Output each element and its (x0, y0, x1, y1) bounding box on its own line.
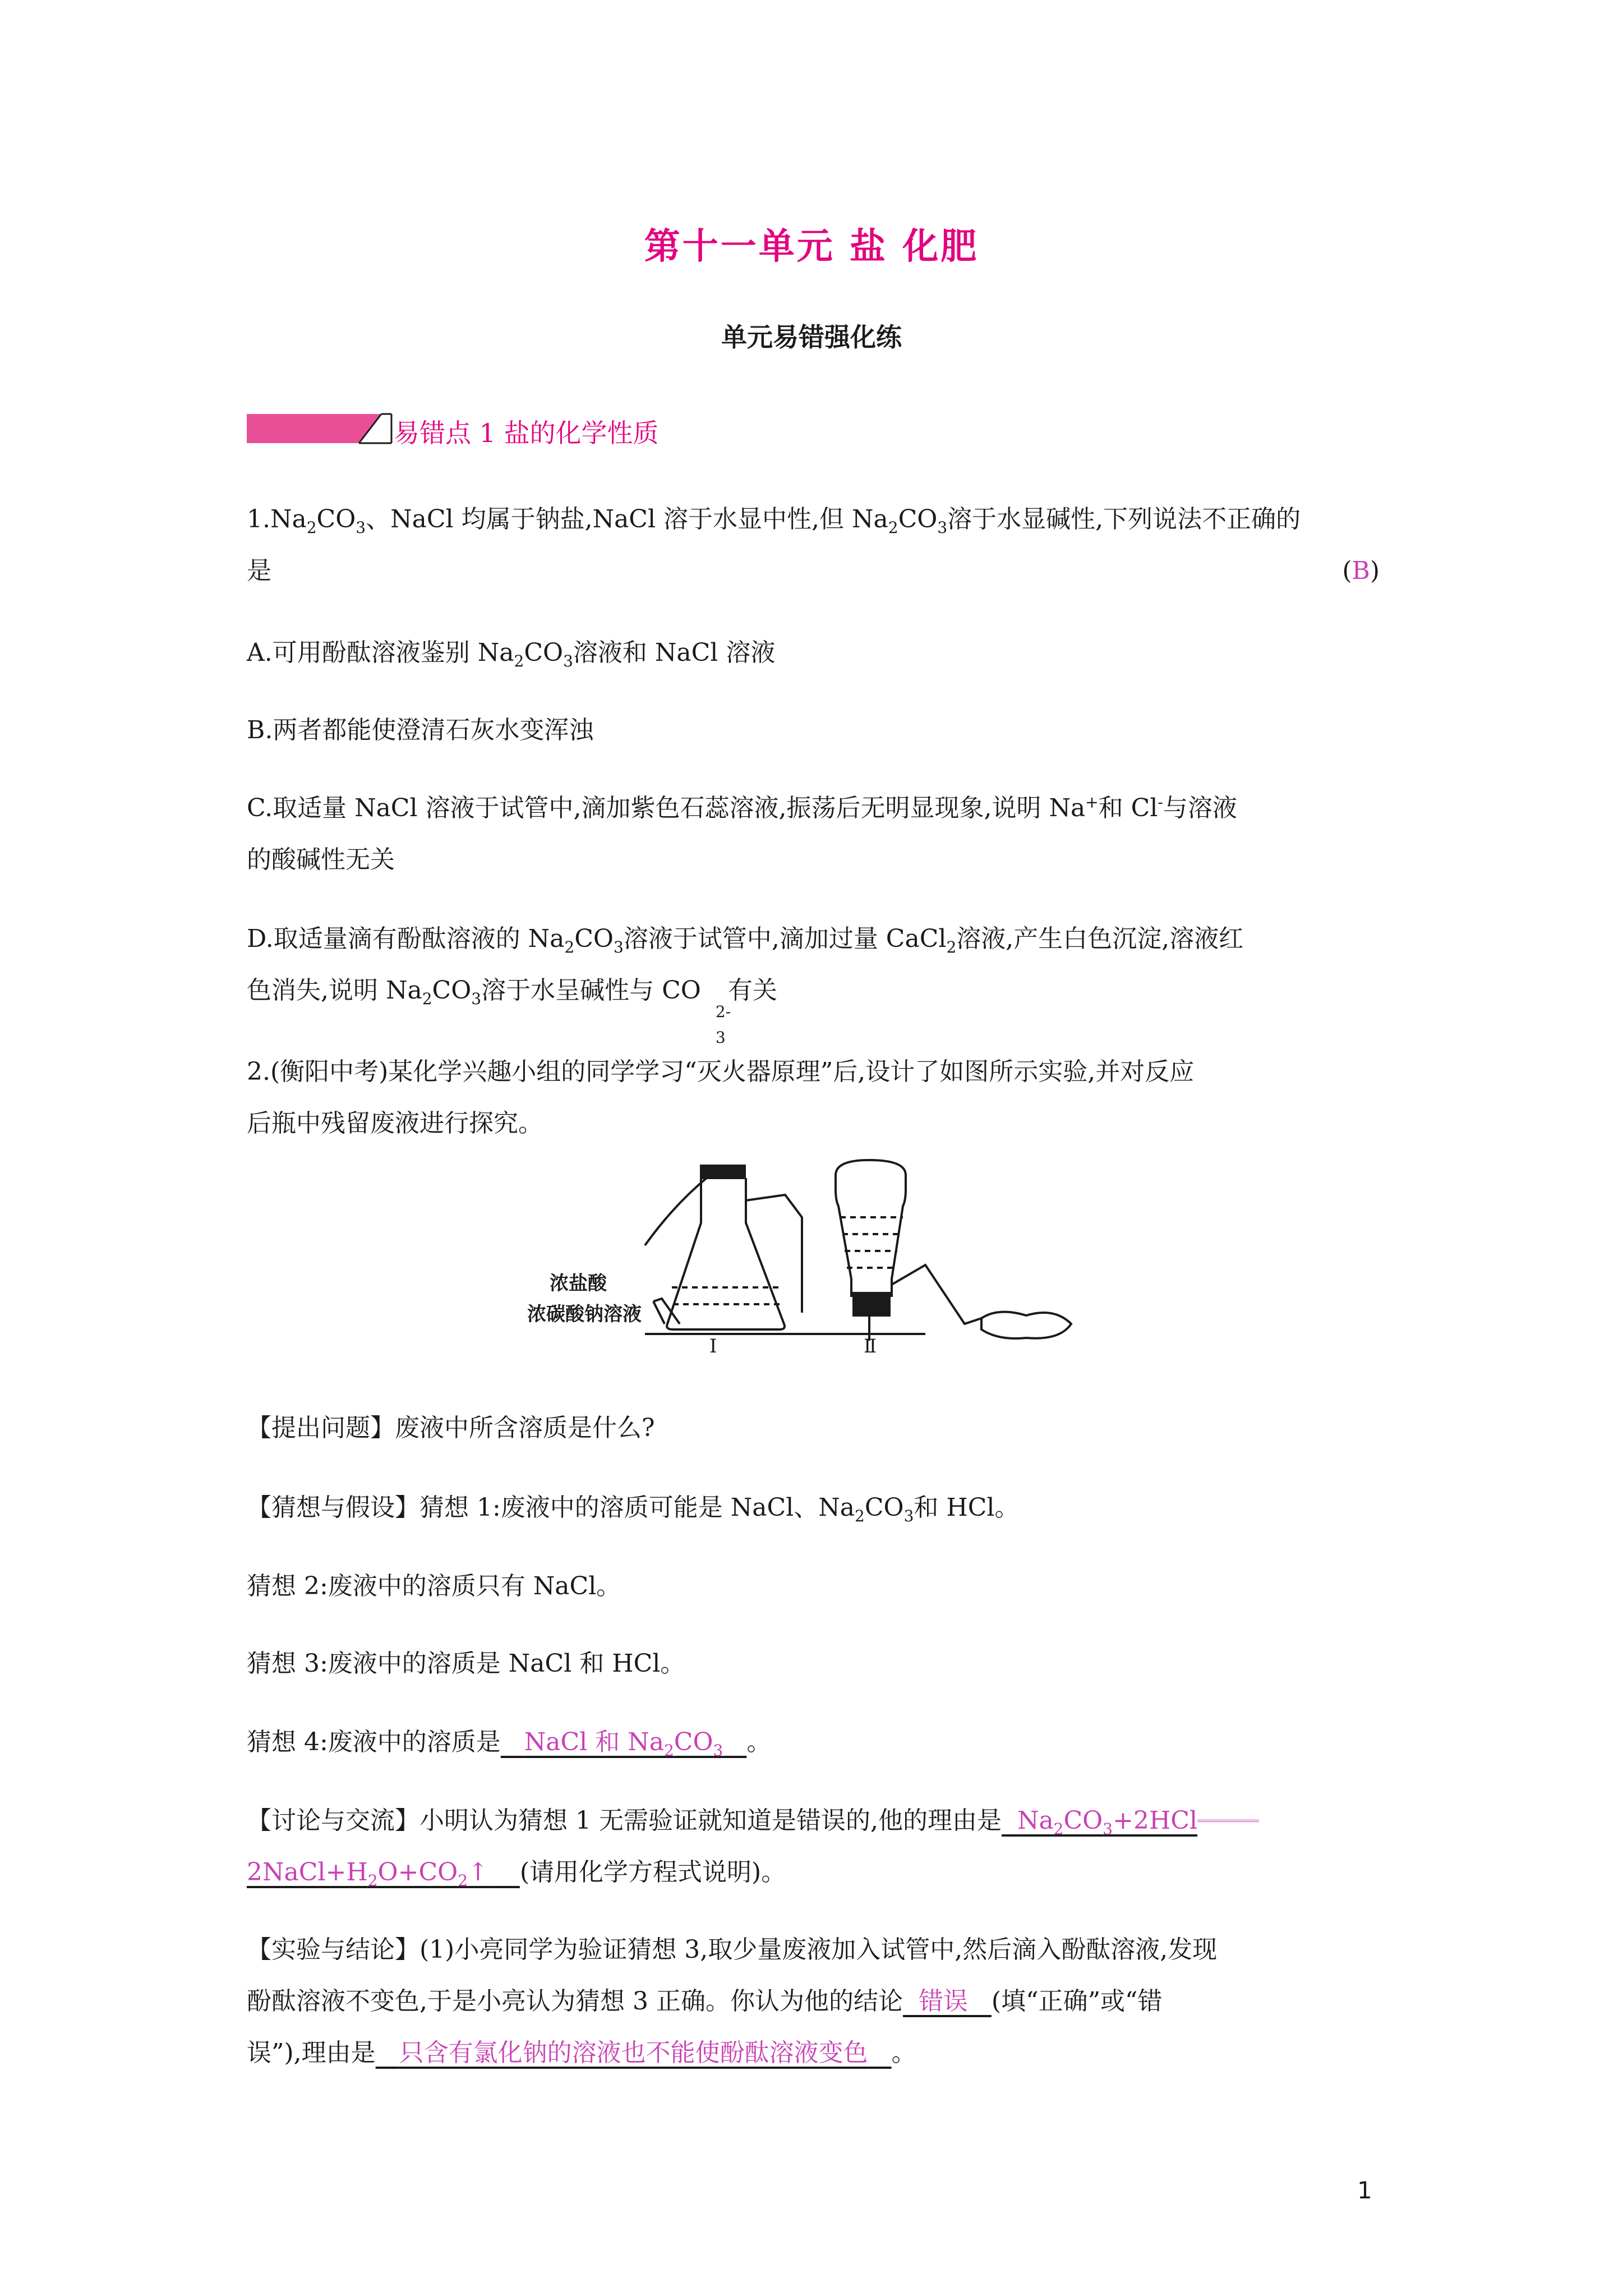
page-subtitle: 单元易错强化练 (721, 322, 902, 352)
conclusion-answer: 错误 (918, 1987, 968, 2016)
equation-equals-sign (1197, 1820, 1259, 1825)
q2-hypothesis-4: 猜想 4:废液中的溶质是 NaCl 和 $Na_2CO_3$ 。 (247, 1728, 772, 1760)
apparatus-diagram (533, 1156, 1094, 1380)
q1-option-b: B.两者都能使澄清石灰水变浑浊 (247, 716, 594, 744)
q1-option-d-line2: 色消失,说明 $Na_2CO_3$溶于水呈碱性与 CO 2- 3 有关 (247, 976, 777, 1047)
q2-stem: 2.(衡阳中考)某化学兴趣小组的同学学习“灭火器原理”后,设计了如图所示实验,并对反应 (247, 1057, 1195, 1086)
q1-option-c: C.取适量 NaCl 溶液于试管中,滴加紫色石蕊溶液,振荡后无明显现象,说明 Na+和 Cl-与溶液 (247, 793, 1237, 822)
equation-answer-line2: $2NaCl+H_2O+CO_2↑$ (247, 1858, 488, 1890)
q1-option-d: D.取适量滴有酚酞溶液的 $Na_2CO_3$溶液于试管中,滴加过量 CaCl$_2$溶液,产生白色沉淀,溶液红 (247, 924, 1244, 956)
figure-label-carbonate: 浓碳酸钠溶液 (527, 1303, 642, 1326)
experiment-figure (527, 1156, 1094, 1382)
q2-experiment-line3: 误”),理由是 只含有氯化钠的溶液也不能使酚酞溶液变色 。 (247, 2039, 916, 2067)
section-label: 易错点 1 盐的化学性质 (394, 418, 659, 448)
page-number: 1 (1357, 2177, 1372, 2204)
section-banner (247, 409, 808, 449)
figure-label-acid: 浓盐酸 (550, 1272, 607, 1295)
reason-answer: 只含有氯化钠的溶液也不能使酚酞溶液变色 (399, 2039, 868, 2067)
q1-stem: $1.Na_2CO_3$、NaCl 均属于钠盐,NaCl 溶于水显中性,但 $Na_2CO_3$溶于水显碱性,下列说法不正确的 (247, 505, 1301, 537)
q2-question: 【提出问题】废液中所含溶质是什么? (247, 1414, 655, 1442)
q1-option-c-line2: 的酸碱性无关 (247, 845, 395, 874)
equation-answer: $Na_2CO_3+2HCl$ (1017, 1806, 1198, 1838)
page-title: 第十一单元 盐 化肥 (644, 226, 979, 268)
q2-hypothesis-1: 【猜想与假设】猜想 1:废液中的溶质可能是 NaCl、$Na_2CO_3$和 HCl。 (247, 1493, 1020, 1525)
q2-experiment-line2: 酚酞溶液不变色,于是小亮认为猜想 3 正确。你认为他的结论 错误 (填“正确”或“错 (247, 1987, 1163, 2016)
q1-option-a: A.可用酚酞溶液鉴别 $Na_2CO_3$溶液和 NaCl 溶液 (247, 638, 776, 670)
figure-label-I: Ⅰ (709, 1335, 717, 1358)
hypothesis-4-answer: NaCl 和 $Na_2CO_3$ (524, 1728, 723, 1760)
section-banner-slash-icon (247, 409, 394, 449)
q2-discussion: 【讨论与交流】小明认为猜想 1 无需验证就知道是错误的,他的理由是 $Na_2CO_3+2HCl$ (247, 1795, 1380, 1847)
q2-stem-line2: 后瓶中残留废液进行探究。 (247, 1109, 543, 1138)
q2-experiment: 【实验与结论】(1)小亮同学为验证猜想 3,取少量废液加入试管中,然后滴入酚酞溶液,发现 (247, 1935, 1218, 1964)
figure-label-II: Ⅱ (864, 1335, 877, 1358)
q2-hypothesis-3: 猜想 3:废液中的溶质是 NaCl 和 HCl。 (247, 1649, 685, 1678)
q2-discussion-line2: $2NaCl+H_2O+CO_2↑$ (请用化学方程式说明)。 (247, 1858, 786, 1890)
q1-answer: (B) (1342, 556, 1380, 585)
q2-hypothesis-2: 猜想 2:废液中的溶质只有 NaCl。 (247, 1572, 621, 1600)
q1-stem-line2: 是 (247, 556, 271, 585)
